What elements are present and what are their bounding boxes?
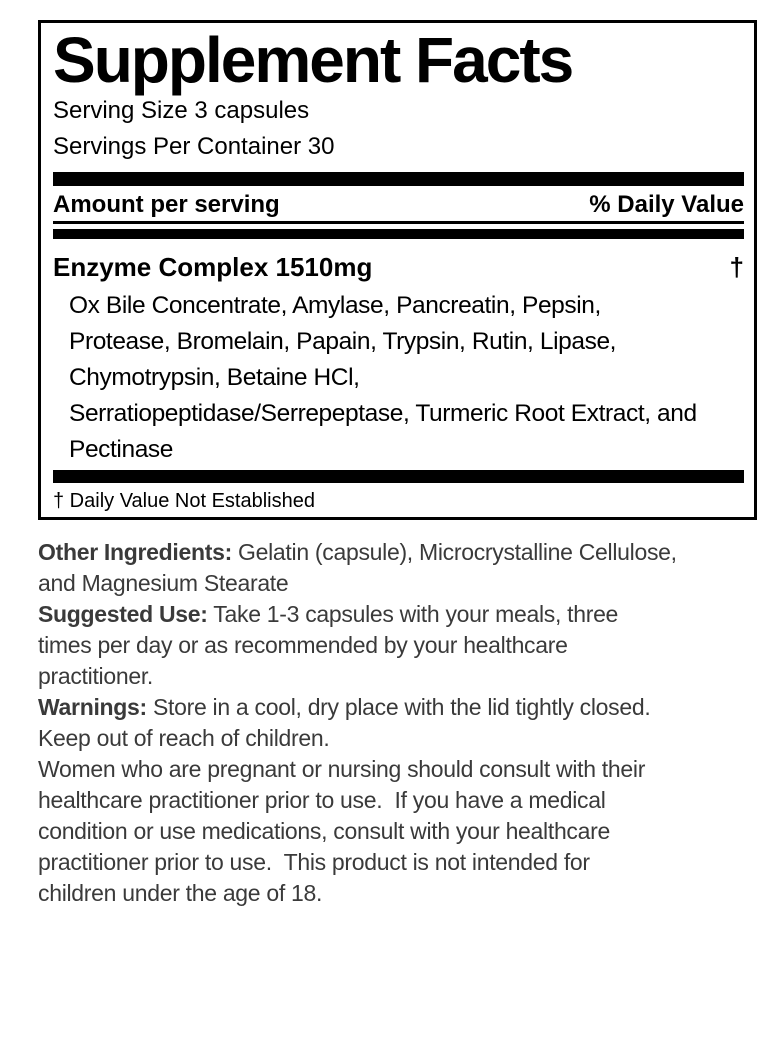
thick-rule-middle	[53, 229, 744, 239]
ingredient-line: Serratiopeptidase/Serrepeptase, Turmeric Root Extract, and	[69, 400, 697, 427]
amount-per-serving-header: Amount per serving	[53, 191, 280, 218]
serving-size: Serving Size 3 capsules	[53, 97, 310, 124]
servings-per-container: Servings Per Container 30	[53, 133, 335, 160]
ingredient-line: Protease, Bromelain, Papain, Trypsin, Rutin, Lipase,	[69, 328, 617, 355]
daily-value-footnote: † Daily Value Not Established	[53, 490, 315, 512]
paragraph-line: Keep out of reach of children.	[38, 725, 330, 751]
thick-rule-bottom	[53, 470, 744, 483]
paragraph-line: and Magnesium Stearate	[38, 570, 289, 596]
paragraph-line	[38, 599, 778, 630]
other-ingredients-label: Other Ingredients:	[38, 539, 232, 565]
daily-value-dagger-symbol: †	[729, 252, 744, 282]
paragraph-line	[38, 537, 778, 568]
suggested-use-label: Suggested Use:	[38, 601, 208, 627]
ingredient-line: Pectinase	[69, 436, 173, 463]
ingredient-line: Chymotrypsin, Betaine HCl,	[69, 364, 360, 391]
pregnancy-notice-paragraph	[38, 754, 778, 909]
paragraph-line	[38, 692, 778, 723]
paragraph-line: condition or use medications, consult with your healthcare	[38, 818, 610, 844]
other-ingredients-paragraph	[38, 537, 778, 599]
ingredient-list	[53, 288, 744, 468]
paragraph-line: times per day or as recommended by your healthcare	[38, 632, 568, 658]
paragraph-line: healthcare practitioner prior to use. If you have a medical	[38, 787, 606, 813]
warnings-text: Store in a cool, dry place with the lid tightly closed.	[146, 694, 651, 720]
nutrient-row	[53, 251, 744, 284]
nutrient-name: Enzyme Complex 1510mg	[53, 252, 373, 282]
warnings-paragraph	[38, 692, 778, 723]
column-header-row	[53, 190, 744, 220]
supplement-facts-panel	[38, 20, 757, 520]
percent-daily-value-header: % Daily Value	[589, 191, 744, 218]
thick-rule-top	[53, 172, 744, 186]
header-underline-rule	[53, 221, 744, 224]
other-ingredients-text: Gelatin (capsule), Microcrystalline Cellulose,	[231, 539, 677, 565]
suggested-use-paragraph	[38, 599, 778, 692]
details-section	[38, 537, 778, 909]
paragraph-line: children under the age of 18.	[38, 880, 323, 906]
paragraph-line: practitioner prior to use. This product is not intended for	[38, 849, 590, 875]
panel-title: Supplement Facts	[53, 24, 573, 96]
suggested-use-text: Take 1-3 capsules with your meals, three	[207, 601, 619, 627]
paragraph-line: Women who are pregnant or nursing should consult with their	[38, 756, 646, 782]
ingredient-line: Ox Bile Concentrate, Amylase, Pancreatin, Pepsin,	[69, 292, 601, 319]
warnings-label: Warnings:	[38, 694, 147, 720]
paragraph-line: practitioner.	[38, 663, 153, 689]
keep-out-of-reach-paragraph	[38, 723, 778, 754]
